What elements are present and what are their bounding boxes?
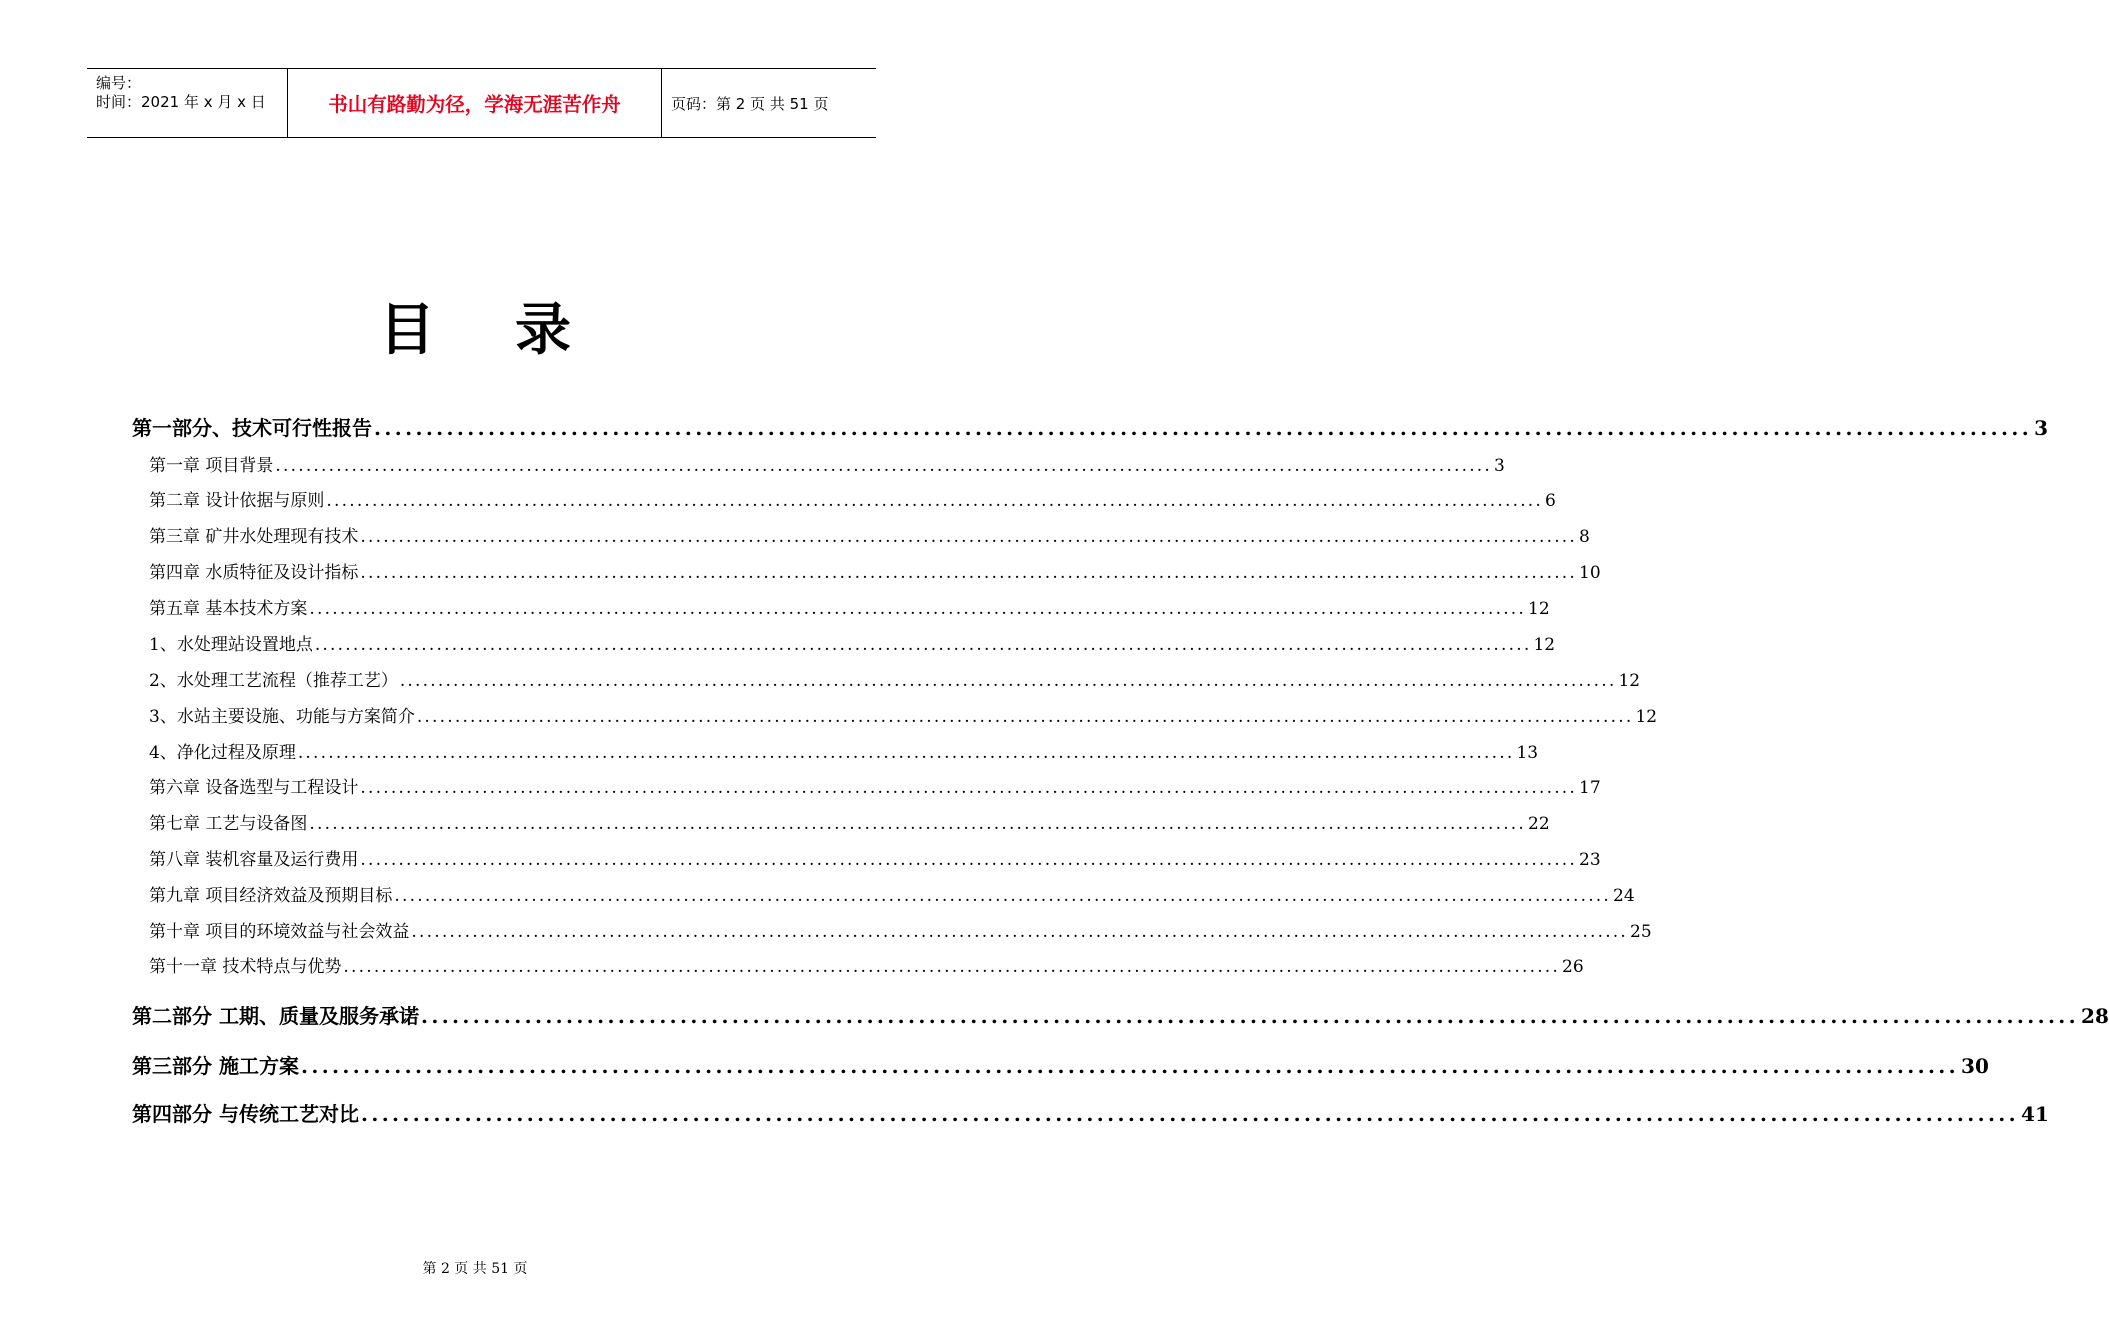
header-motto: 书山有路勤为径，学海无涯苦作舟	[288, 69, 662, 137]
date-label: 时间：2021 年 x 月 x 日	[96, 93, 266, 111]
toc-entry-label: 第八章 装机容量及运行费用	[149, 850, 359, 870]
toc-entry[interactable]	[132, 412, 2048, 441]
toc-entry[interactable]	[132, 1098, 2049, 1127]
page-footer: 第 2 页 共 51 页	[422, 1261, 528, 1277]
toc-entry[interactable]	[149, 558, 1601, 583]
toc-entry-page: 23	[1579, 850, 1601, 870]
toc-entry-label: 第七章 工艺与设备图	[149, 814, 308, 834]
toc-entry-page: 13	[1516, 743, 1539, 763]
toc-entry-label: 第六章 设备选型与工程设计	[149, 778, 359, 798]
toc-entry-page: 8	[1579, 527, 1590, 547]
toc-entry[interactable]	[132, 1050, 1989, 1079]
toc-leader-dots: ................................................................................................................................................................	[420, 1004, 2080, 1028]
toc-entry-label: 第一章 项目背景	[149, 456, 274, 476]
toc-leader-dots: ................................................................................................................................................................	[326, 491, 1544, 511]
toc-entry[interactable]	[149, 702, 1658, 727]
toc-entry[interactable]	[149, 738, 1539, 763]
toc-entry-label: 第五章 基本技术方案	[149, 599, 308, 619]
toc-leader-dots: ................................................................................................................................................................	[300, 1054, 1960, 1078]
toc-entry[interactable]	[149, 594, 1550, 619]
toc-entry-label: 第二部分 工期、质量及服务承诺	[132, 1004, 419, 1028]
toc-entry[interactable]	[132, 1000, 2109, 1029]
toc-leader-dots: ................................................................................................................................................................	[309, 814, 1527, 834]
toc-entry[interactable]	[149, 773, 1601, 798]
toc-entry-page: 3	[2034, 416, 2048, 440]
toc-leader-dots: ................................................................................................................................................................	[360, 778, 1578, 798]
toc-leader-dots: ................................................................................................................................................................	[360, 527, 1578, 547]
toc-leader-dots: ................................................................................................................................................................	[360, 563, 1578, 583]
toc-leader-dots: ................................................................................................................................................................	[309, 599, 1527, 619]
toc-entry-label: 第一部分、技术可行性报告	[132, 416, 372, 440]
toc-leader-dots: ................................................................................................................................................................	[297, 743, 1515, 763]
toc-entry[interactable]	[149, 522, 1590, 547]
toc-leader-dots: ................................................................................................................................................................	[411, 922, 1629, 942]
toc-entry[interactable]	[149, 630, 1556, 655]
toc-leader-dots: ................................................................................................................................................................	[360, 850, 1578, 870]
toc-entry-label: 1、水处理站设置地点	[149, 635, 313, 655]
toc-entry-page: 6	[1545, 491, 1556, 511]
toc-entry-label: 3、水站主要设施、功能与方案简介	[149, 707, 415, 727]
toc-entry-page: 41	[2021, 1102, 2049, 1126]
toc-entry-label: 第四章 水质特征及设计指标	[149, 563, 359, 583]
toc-entry-page: 28	[2081, 1004, 2109, 1028]
toc-entry-page: 17	[1579, 778, 1601, 798]
toc-entry-page: 24	[1613, 886, 1635, 906]
toc-entry-page: 12	[1618, 671, 1641, 691]
toc-entry-page: 30	[1961, 1054, 1989, 1078]
toc-entry-page: 25	[1630, 922, 1652, 942]
toc-entry[interactable]	[149, 917, 1652, 942]
toc-entry-label: 第三章 矿井水处理现有技术	[149, 527, 359, 547]
toc-entry-page: 3	[1494, 456, 1505, 476]
toc-leader-dots: ................................................................................................................................................................	[399, 671, 1617, 691]
toc-entry-page: 12	[1528, 599, 1550, 619]
toc-entry-label: 第十一章 技术特点与优势	[149, 957, 342, 977]
header-meta	[87, 69, 288, 137]
toc-entry[interactable]	[149, 881, 1635, 906]
toc-entry-label: 2、水处理工艺流程（推荐工艺）	[149, 671, 398, 691]
toc-leader-dots: ................................................................................................................................................................	[314, 635, 1532, 655]
toc-leader-dots: ................................................................................................................................................................	[275, 456, 1493, 476]
toc-entry-page: 12	[1533, 635, 1556, 655]
toc-entry-page: 10	[1579, 563, 1601, 583]
toc-leader-dots: ................................................................................................................................................................	[416, 707, 1634, 727]
toc-leader-dots: ................................................................................................................................................................	[343, 957, 1561, 977]
page-title: 目录	[379, 298, 651, 363]
toc-entry-label: 第三部分 施工方案	[132, 1054, 299, 1078]
toc-entry[interactable]	[149, 845, 1601, 870]
toc-entry-label: 4、净化过程及原理	[149, 743, 296, 763]
toc-entry-page: 22	[1528, 814, 1550, 834]
toc-entry[interactable]	[149, 486, 1556, 511]
toc-entry[interactable]	[149, 451, 1505, 476]
toc-entry[interactable]	[149, 666, 1641, 691]
page-header	[87, 68, 876, 138]
header-page-info: 页码：第 2 页 共 51 页	[671, 94, 829, 113]
toc-entry-label: 第二章 设计依据与原则	[149, 491, 325, 511]
toc-entry-page: 26	[1562, 957, 1584, 977]
toc-leader-dots: ................................................................................................................................................................	[374, 416, 2033, 440]
toc-entry[interactable]	[149, 952, 1584, 977]
toc-entry-label: 第九章 项目经济效益及预期目标	[149, 886, 393, 906]
toc-entry-label: 第十章 项目的环境效益与社会效益	[149, 922, 410, 942]
toc-leader-dots: ................................................................................................................................................................	[394, 886, 1612, 906]
toc-entry-label: 第四部分 与传统工艺对比	[132, 1102, 359, 1126]
serial-label: 编号：	[96, 74, 142, 92]
toc-entry[interactable]	[149, 809, 1550, 834]
toc-entry-page: 12	[1635, 707, 1658, 727]
toc-leader-dots: ................................................................................................................................................................	[360, 1102, 2020, 1126]
